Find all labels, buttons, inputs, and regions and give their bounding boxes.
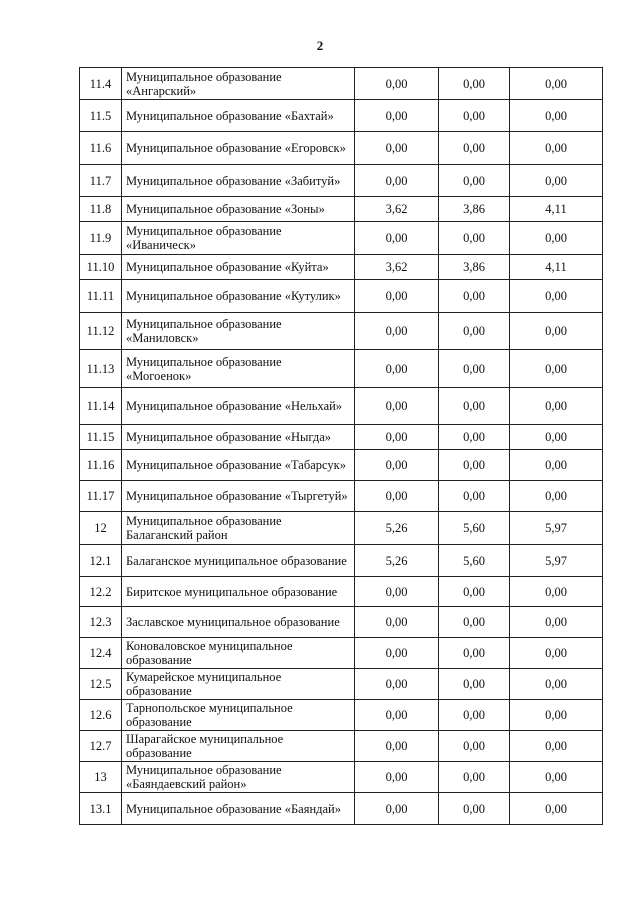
value-year1-cell: 5,26 bbox=[355, 545, 439, 577]
value-year2-cell: 0,00 bbox=[439, 638, 510, 669]
row-number-cell: 12.4 bbox=[80, 638, 122, 669]
value-year3-cell: 0,00 bbox=[510, 450, 603, 481]
value-year3-cell: 0,00 bbox=[510, 280, 603, 313]
table-row bbox=[80, 731, 603, 762]
row-number-cell: 13.1 bbox=[80, 793, 122, 825]
value-year1-cell: 0,00 bbox=[355, 388, 439, 425]
row-name-cell: Муниципальное образование «Ангарский» bbox=[122, 68, 355, 100]
row-name-cell: Муниципальное образование Балаганский район bbox=[122, 512, 355, 545]
value-year2-cell: 0,00 bbox=[439, 731, 510, 762]
row-name-cell: Муниципальное образование «Маниловск» bbox=[122, 313, 355, 350]
table-row bbox=[80, 197, 603, 222]
value-year2-cell: 0,00 bbox=[439, 280, 510, 313]
table-row bbox=[80, 450, 603, 481]
value-year2-cell: 0,00 bbox=[439, 450, 510, 481]
value-year1-cell: 0,00 bbox=[355, 280, 439, 313]
value-year3-cell: 0,00 bbox=[510, 100, 603, 132]
row-number-cell: 11.7 bbox=[80, 165, 122, 197]
row-number-cell: 11.17 bbox=[80, 481, 122, 512]
value-year2-cell: 0,00 bbox=[439, 313, 510, 350]
value-year2-cell: 0,00 bbox=[439, 793, 510, 825]
value-year3-cell: 4,11 bbox=[510, 197, 603, 222]
row-name-cell: Кумарейское муниципальное образование bbox=[122, 669, 355, 700]
value-year2-cell: 3,86 bbox=[439, 197, 510, 222]
row-number-cell: 13 bbox=[80, 762, 122, 793]
table-row bbox=[80, 388, 603, 425]
row-number-cell: 11.14 bbox=[80, 388, 122, 425]
value-year1-cell: 0,00 bbox=[355, 350, 439, 388]
row-name-cell: Муниципальное образование «Куйта» bbox=[122, 255, 355, 280]
value-year2-cell: 5,60 bbox=[439, 545, 510, 577]
row-name-cell: Балаганское муниципальное образование bbox=[122, 545, 355, 577]
table-body bbox=[80, 68, 603, 825]
value-year2-cell: 0,00 bbox=[439, 425, 510, 450]
value-year2-cell: 0,00 bbox=[439, 762, 510, 793]
value-year3-cell: 0,00 bbox=[510, 481, 603, 512]
row-number-cell: 11.9 bbox=[80, 222, 122, 255]
table-row bbox=[80, 481, 603, 512]
value-year1-cell: 0,00 bbox=[355, 669, 439, 700]
value-year1-cell: 0,00 bbox=[355, 68, 439, 100]
value-year1-cell: 0,00 bbox=[355, 700, 439, 731]
value-year1-cell: 0,00 bbox=[355, 425, 439, 450]
table-row bbox=[80, 700, 603, 731]
row-number-cell: 11.15 bbox=[80, 425, 122, 450]
row-name-cell: Тарнопольское муниципальное образование bbox=[122, 700, 355, 731]
table-row bbox=[80, 638, 603, 669]
row-number-cell: 11.6 bbox=[80, 132, 122, 165]
value-year3-cell: 0,00 bbox=[510, 222, 603, 255]
value-year2-cell: 0,00 bbox=[439, 68, 510, 100]
budget-table bbox=[79, 67, 603, 825]
value-year3-cell: 0,00 bbox=[510, 577, 603, 607]
row-name-cell: Муниципальное образование «Егоровск» bbox=[122, 132, 355, 165]
value-year3-cell: 0,00 bbox=[510, 388, 603, 425]
table-row bbox=[80, 545, 603, 577]
row-number-cell: 12.1 bbox=[80, 545, 122, 577]
row-name-cell: Коноваловское муниципальное образование bbox=[122, 638, 355, 669]
row-number-cell: 12 bbox=[80, 512, 122, 545]
value-year3-cell: 5,97 bbox=[510, 545, 603, 577]
table-row bbox=[80, 577, 603, 607]
table-row bbox=[80, 100, 603, 132]
value-year3-cell: 0,00 bbox=[510, 607, 603, 638]
value-year2-cell: 5,60 bbox=[439, 512, 510, 545]
row-number-cell: 12.3 bbox=[80, 607, 122, 638]
row-name-cell: Муниципальное образование «Нельхай» bbox=[122, 388, 355, 425]
row-number-cell: 11.4 bbox=[80, 68, 122, 100]
row-number-cell: 11.13 bbox=[80, 350, 122, 388]
value-year2-cell: 0,00 bbox=[439, 577, 510, 607]
value-year3-cell: 0,00 bbox=[510, 425, 603, 450]
value-year1-cell: 0,00 bbox=[355, 132, 439, 165]
row-number-cell: 11.12 bbox=[80, 313, 122, 350]
row-name-cell: Муниципальное образование «Иваническ» bbox=[122, 222, 355, 255]
table-row bbox=[80, 607, 603, 638]
value-year3-cell: 0,00 bbox=[510, 165, 603, 197]
value-year1-cell: 3,62 bbox=[355, 197, 439, 222]
value-year2-cell: 0,00 bbox=[439, 132, 510, 165]
page-number: 2 bbox=[316, 38, 324, 53]
row-name-cell: Биритское муниципальное образование bbox=[122, 577, 355, 607]
row-number-cell: 11.11 bbox=[80, 280, 122, 313]
row-name-cell: Муниципальное образование «Кутулик» bbox=[122, 280, 355, 313]
row-number-cell: 11.10 bbox=[80, 255, 122, 280]
value-year3-cell: 4,11 bbox=[510, 255, 603, 280]
row-name-cell: Муниципальное образование «Табарсук» bbox=[122, 450, 355, 481]
row-number-cell: 11.5 bbox=[80, 100, 122, 132]
row-name-cell: Муниципальное образование «Бахтай» bbox=[122, 100, 355, 132]
value-year3-cell: 0,00 bbox=[510, 700, 603, 731]
table-row bbox=[80, 280, 603, 313]
row-name-cell: Муниципальное образование «Забитуй» bbox=[122, 165, 355, 197]
row-number-cell: 12.2 bbox=[80, 577, 122, 607]
row-name-cell: Шарагайское муниципальное образование bbox=[122, 731, 355, 762]
row-name-cell: Муниципальное образование «Тыргетуй» bbox=[122, 481, 355, 512]
table-row bbox=[80, 255, 603, 280]
value-year2-cell: 0,00 bbox=[439, 700, 510, 731]
value-year1-cell: 3,62 bbox=[355, 255, 439, 280]
value-year3-cell: 0,00 bbox=[510, 762, 603, 793]
value-year1-cell: 0,00 bbox=[355, 313, 439, 350]
table-row bbox=[80, 762, 603, 793]
value-year2-cell: 0,00 bbox=[439, 350, 510, 388]
value-year2-cell: 0,00 bbox=[439, 607, 510, 638]
row-name-cell: Муниципальное образование «Ныгда» bbox=[122, 425, 355, 450]
row-number-cell: 12.6 bbox=[80, 700, 122, 731]
table-row bbox=[80, 512, 603, 545]
value-year2-cell: 3,86 bbox=[439, 255, 510, 280]
table-row bbox=[80, 132, 603, 165]
value-year1-cell: 5,26 bbox=[355, 512, 439, 545]
value-year3-cell: 5,97 bbox=[510, 512, 603, 545]
value-year3-cell: 0,00 bbox=[510, 669, 603, 700]
row-name-cell: Заславское муниципальное образование bbox=[122, 607, 355, 638]
row-number-cell: 12.5 bbox=[80, 669, 122, 700]
value-year1-cell: 0,00 bbox=[355, 481, 439, 512]
value-year2-cell: 0,00 bbox=[439, 165, 510, 197]
value-year2-cell: 0,00 bbox=[439, 222, 510, 255]
row-name-cell: Муниципальное образование «Баяндаевский район» bbox=[122, 762, 355, 793]
value-year1-cell: 0,00 bbox=[355, 577, 439, 607]
value-year3-cell: 0,00 bbox=[510, 132, 603, 165]
table-row bbox=[80, 425, 603, 450]
value-year1-cell: 0,00 bbox=[355, 165, 439, 197]
value-year3-cell: 0,00 bbox=[510, 68, 603, 100]
value-year1-cell: 0,00 bbox=[355, 100, 439, 132]
value-year3-cell: 0,00 bbox=[510, 793, 603, 825]
value-year1-cell: 0,00 bbox=[355, 638, 439, 669]
row-number-cell: 12.7 bbox=[80, 731, 122, 762]
value-year2-cell: 0,00 bbox=[439, 481, 510, 512]
value-year3-cell: 0,00 bbox=[510, 638, 603, 669]
value-year1-cell: 0,00 bbox=[355, 731, 439, 762]
value-year1-cell: 0,00 bbox=[355, 607, 439, 638]
table-row bbox=[80, 165, 603, 197]
value-year1-cell: 0,00 bbox=[355, 450, 439, 481]
value-year1-cell: 0,00 bbox=[355, 762, 439, 793]
table-row bbox=[80, 222, 603, 255]
table-row bbox=[80, 68, 603, 100]
value-year2-cell: 0,00 bbox=[439, 669, 510, 700]
value-year2-cell: 0,00 bbox=[439, 388, 510, 425]
table-row bbox=[80, 793, 603, 825]
value-year3-cell: 0,00 bbox=[510, 313, 603, 350]
value-year3-cell: 0,00 bbox=[510, 350, 603, 388]
value-year1-cell: 0,00 bbox=[355, 222, 439, 255]
value-year2-cell: 0,00 bbox=[439, 100, 510, 132]
row-number-cell: 11.8 bbox=[80, 197, 122, 222]
row-name-cell: Муниципальное образование «Баяндай» bbox=[122, 793, 355, 825]
row-name-cell: Муниципальное образование «Зоны» bbox=[122, 197, 355, 222]
row-number-cell: 11.16 bbox=[80, 450, 122, 481]
table-row bbox=[80, 350, 603, 388]
table-row bbox=[80, 669, 603, 700]
value-year3-cell: 0,00 bbox=[510, 731, 603, 762]
row-name-cell: Муниципальное образование «Могоенок» bbox=[122, 350, 355, 388]
table-row bbox=[80, 313, 603, 350]
value-year1-cell: 0,00 bbox=[355, 793, 439, 825]
